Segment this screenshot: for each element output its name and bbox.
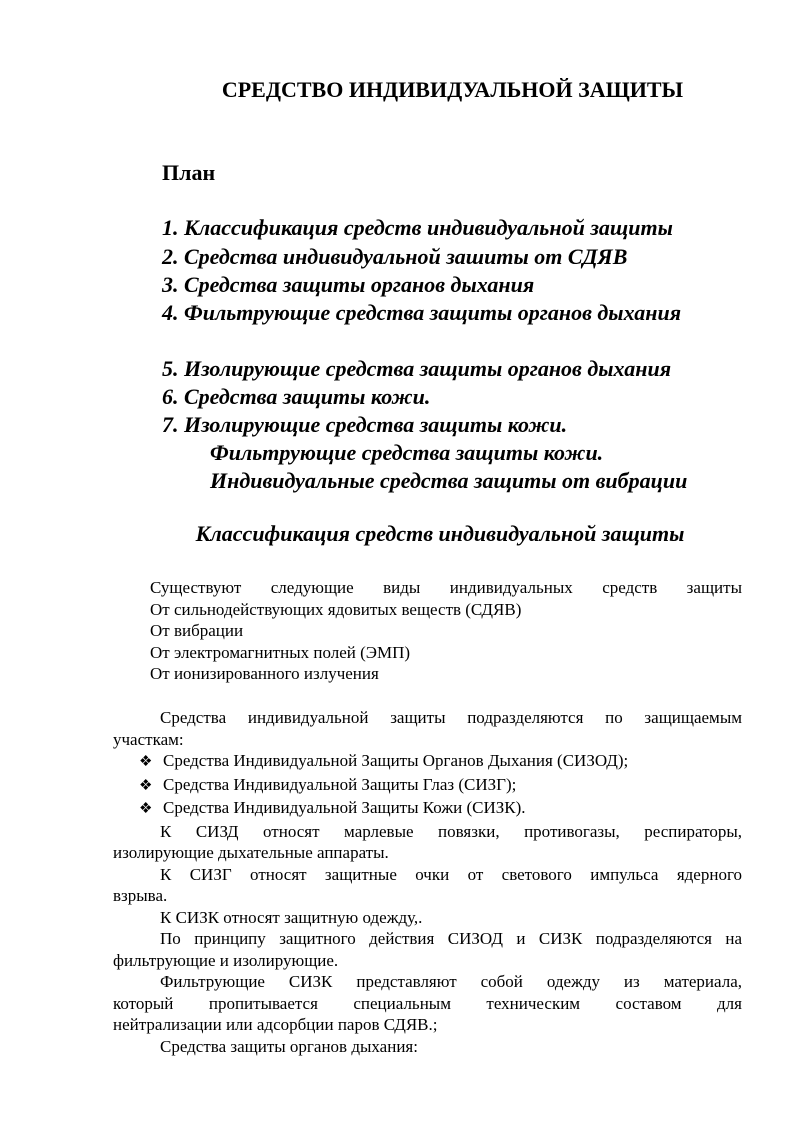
kinds-intro: Существуют следующие виды индивидуальных средств защиты: [150, 578, 742, 597]
list-item-text: Средства Индивидуальной Защиты Кожи (СИЗК).: [163, 798, 526, 817]
kind-item: От сильнодействующих ядовитых веществ (СДЯВ): [150, 599, 522, 619]
list-item-text: Средства Индивидуальной Защиты Органов Дыхания (СИЗОД);: [163, 751, 629, 770]
paragraph-line: К СИЗД относят марлевые повязки, противогазы, респираторы,: [160, 821, 742, 841]
kinds-block: [113, 577, 742, 685]
plan-item: 4. Фильтрующие средства защиты органов дыхания: [162, 300, 682, 325]
plan-item: 7. Изолирующие средства защиты кожи.: [162, 412, 568, 437]
plan-item: 5. Изолирующие средства защиты органов дыхания: [162, 356, 672, 381]
paragraph-line: Средства индивидуальной защиты подразделяются по защищаемым: [160, 708, 742, 727]
paragraph-line: фильтрующие и изолирующие.: [113, 950, 339, 970]
plan-item: 6. Средства защиты кожи.: [162, 384, 431, 409]
paragraph-line: взрыва.: [113, 886, 168, 905]
paragraph-line: Средства защиты органов дыхания:: [160, 1036, 418, 1056]
plan-item: 1. Классификация средств индивидуальной защиты: [162, 215, 673, 240]
protection-areas-list: [113, 750, 742, 821]
paragraph-line: По принципу защитного действия СИЗОД и СИЗК подразделяются на: [160, 929, 742, 948]
paragraph-line: участкам:: [113, 729, 184, 749]
plan-heading: План: [162, 160, 216, 185]
paragraph-line: который пропитывается специальным техническим составом для: [113, 993, 742, 1013]
paragraph-line: К СИЗГ относят защитные очки от светового импульса ядерного: [160, 864, 742, 884]
paragraph-line: К СИЗК относят защитную одежду,.: [160, 907, 423, 927]
document-title: СРЕДСТВО ИНДИВИДУАЛЬНОЙ ЗАЩИТЫ: [221, 77, 684, 102]
diamond-bullet-icon: ❖: [139, 777, 153, 794]
paragraph-line: нейтрализации или адсорбции паров СДЯВ.;: [113, 1015, 438, 1034]
paragraph-line: Фильтрующие СИЗК представляют собой одежду из материала,: [160, 972, 742, 991]
diamond-bullet-icon: ❖: [139, 754, 153, 770]
list-item-text: Средства Индивидуальной Защиты Глаз (СИЗГ);: [163, 774, 517, 794]
main-text-block: [113, 707, 742, 1057]
plan-item: 2. Средства индивидуальной зашиты от СДЯВ: [162, 244, 628, 269]
plan-item: Фильтрующие средства защиты кожи.: [210, 440, 604, 465]
plan-item: 3. Средства защиты органов дыхания: [162, 272, 535, 297]
diamond-bullet-icon: ❖: [139, 801, 153, 817]
list-item: [113, 774, 742, 798]
list-item: [113, 797, 742, 821]
section-heading: Классификация средств индивидуальной защиты: [195, 521, 685, 546]
kind-item: От электромагнитных полей (ЭМП): [150, 642, 411, 662]
kind-item: От ионизированного излучения: [150, 664, 379, 683]
paragraph-line: изолирующие дыхательные аппараты.: [113, 843, 389, 862]
list-item: [113, 750, 742, 774]
kind-item: От вибрации: [150, 621, 244, 640]
plan-item: Индивидуальные средства защиты от вибрации: [210, 468, 688, 493]
